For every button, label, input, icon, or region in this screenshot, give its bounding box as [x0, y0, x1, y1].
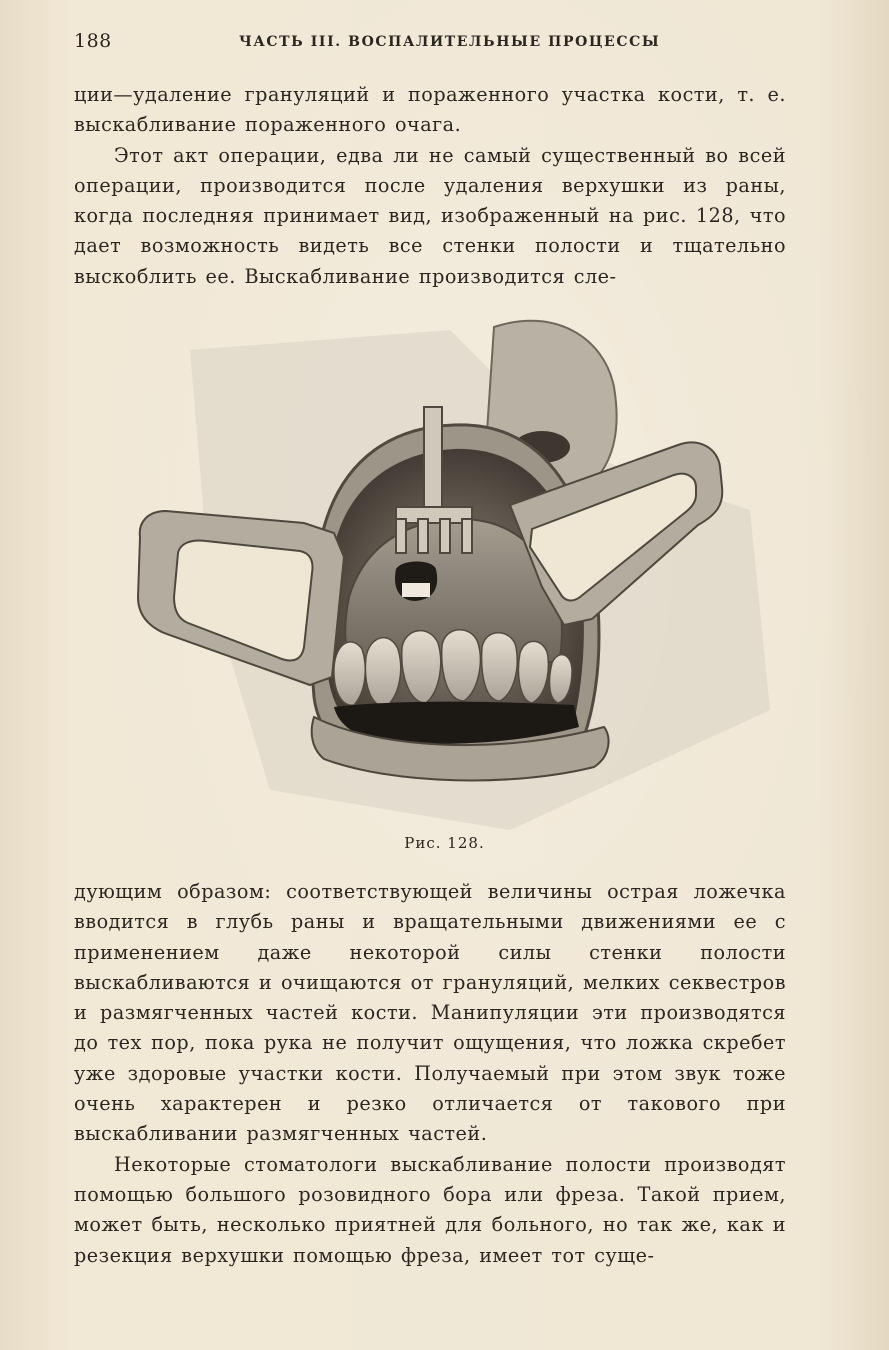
page-number: 188 — [74, 30, 112, 52]
oral-surgery-illustration-icon — [134, 297, 726, 789]
figure-128 — [134, 297, 726, 789]
paragraph: Некоторые стоматологи выскабливание полости производят помощью большого розовидного бора или фреза. Такой прием, может быть, несколько приятней для больного, но так же, как и резекция верхушки помощью фреза, имеет тот суще- — [74, 1152, 786, 1267]
page-header — [74, 30, 786, 54]
figure-caption: Рис. 128. — [404, 834, 485, 852]
running-head: ЧАСТЬ III. ВОСПАЛИТЕЛЬНЫЕ ПРОЦЕССЫ — [239, 34, 661, 50]
text-block-bottom — [74, 877, 786, 1271]
text-block-top — [74, 80, 786, 292]
paragraph-continuation: дующим образом: соответствующей величины острая ложечка вводится в глубь раны и вращательными движениями ее с применением даже некоторой силы стенки полости выскабливаются и очищаются от грануляций, мелких секвестров и размягченных частей кости. Манипуляции эти производятся до тех пор, пока рука не получит ощущения, что ложка скребет уже здоровые участки кости. Получаемый при этом звук тоже очень характерен и резко отличается от такового при выскабливании размягченных частей. — [74, 880, 786, 1146]
paragraph: Этот акт операции, едва ли не самый существенный во всей операции, производится после удаления верхушки из раны, когда последняя принимает вид, изображенный на рис. 128, что дает возможность видеть все стенки полости и тщательно выскоблить ее. Выскабливание производится сле- — [74, 143, 786, 288]
paragraph-continuation: ции—удаление грануляций и пораженного участка кости, т. е. выскабливание пораженного очага. — [74, 83, 786, 137]
